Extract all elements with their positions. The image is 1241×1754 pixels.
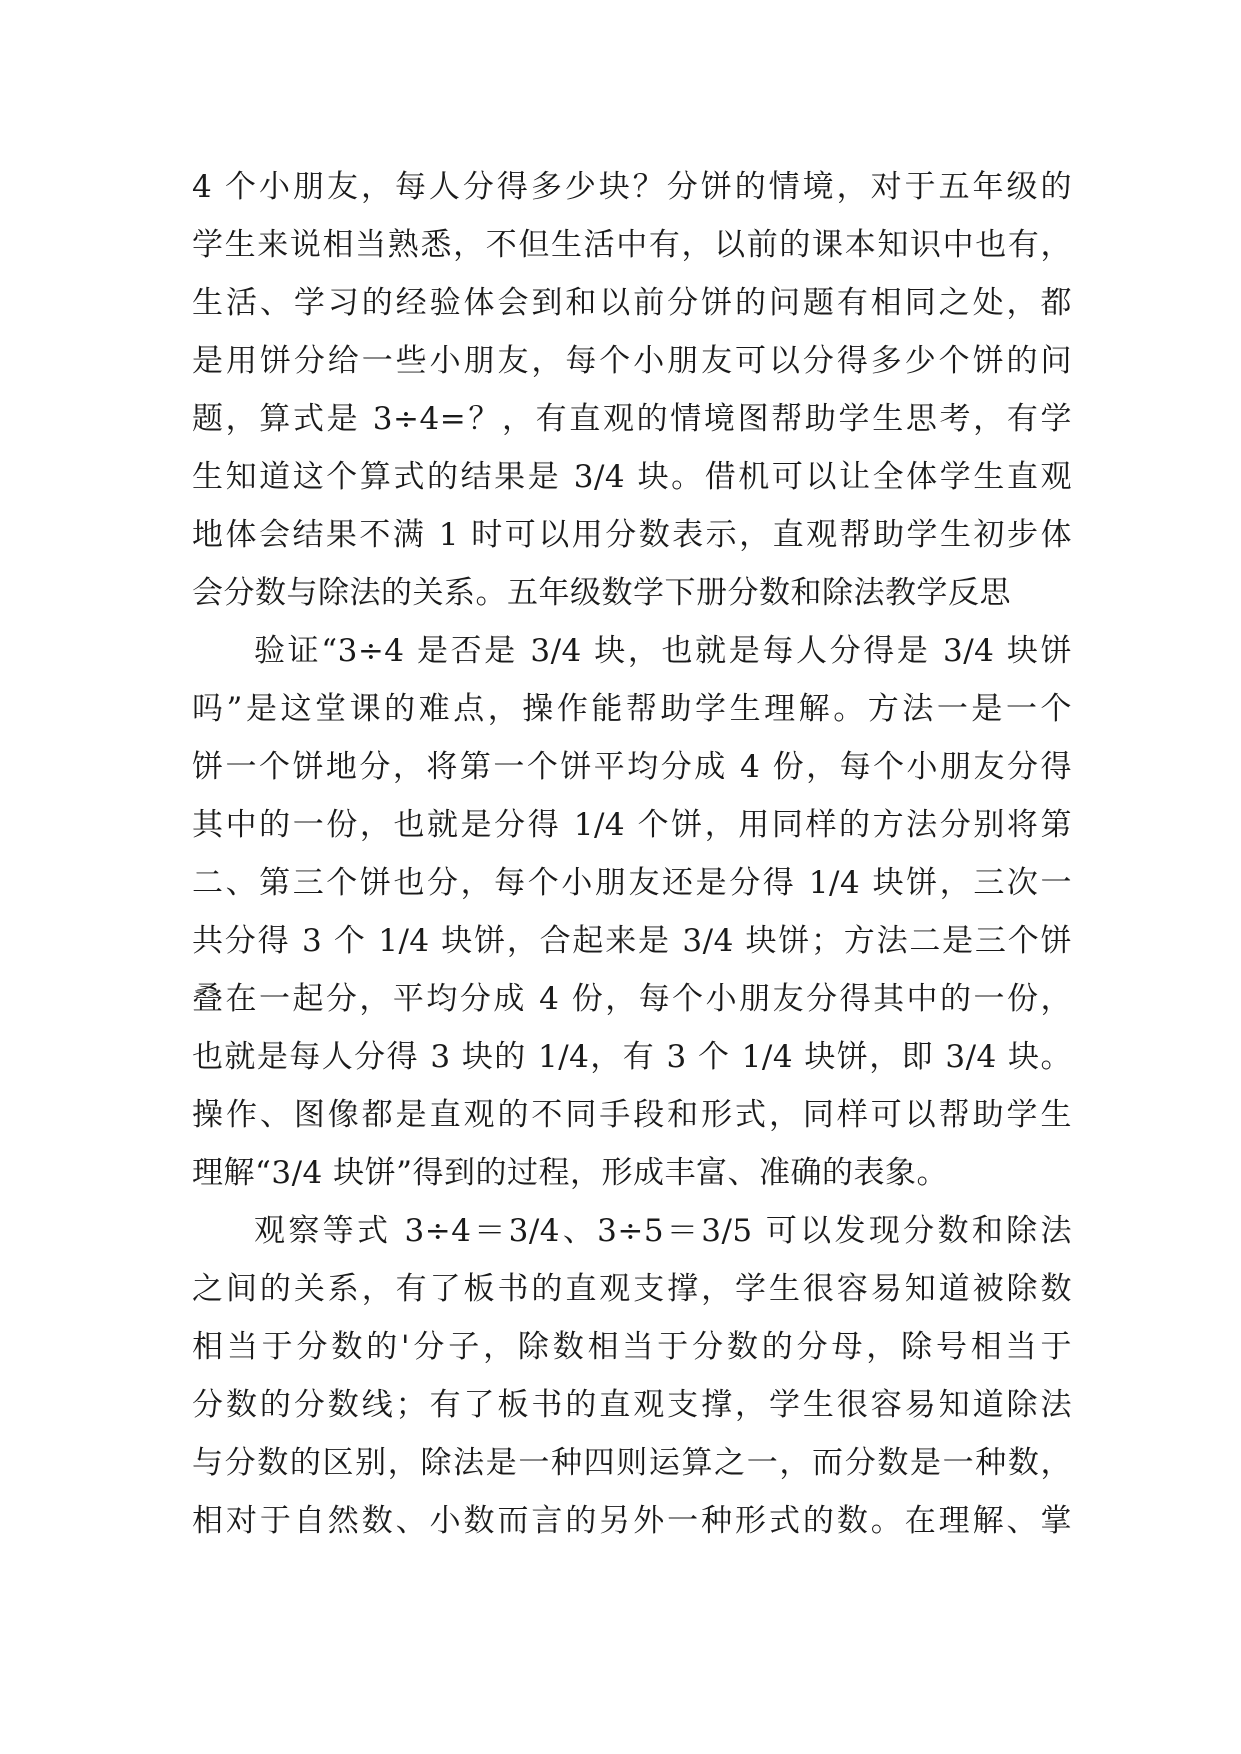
text-line: 学生来说相当熟悉，不但生活中有，以前的课本知识中也有， <box>192 227 1072 263</box>
text-line: 相当于分数的'分子，除数相当于分数的分母，除号相当于 <box>192 1329 1072 1365</box>
text-line: 4 个小朋友，每人分得多少块？分饼的情境，对于五年级的 <box>192 169 1072 205</box>
paragraph-1 <box>192 158 1072 622</box>
text-line: 题，算式是 3÷4=？，有直观的情境图帮助学生思考，有学 <box>192 401 1072 437</box>
text-line: 叠在一起分，平均分成 4 份，每个小朋友分得其中的一份， <box>192 981 1072 1017</box>
text-line: 饼一个饼地分，将第一个饼平均分成 4 份，每个小朋友分得 <box>192 749 1072 785</box>
text-line: 相对于自然数、小数而言的另外一种形式的数。在理解、掌 <box>192 1503 1072 1539</box>
text-line: 之间的关系，有了板书的直观支撑，学生很容易知道被除数 <box>192 1271 1072 1307</box>
text-line: 其中的一份，也就是分得 1/4 个饼，用同样的方法分别将第 <box>192 807 1072 843</box>
text-line: 地体会结果不满 1 时可以用分数表示，直观帮助学生初步体 <box>192 517 1072 553</box>
text-line: 是用饼分给一些小朋友，每个小朋友可以分得多少个饼的问 <box>192 343 1072 379</box>
text-line: 生知道这个算式的结果是 3/4 块。借机可以让全体学生直观 <box>192 459 1072 495</box>
text-line: 理解“3/4 块饼”得到的过程，形成丰富、准确的表象。 <box>192 1155 948 1191</box>
text-line: 分数的分数线；有了板书的直观支撑，学生很容易知道除法 <box>192 1387 1072 1423</box>
text-line: 操作、图像都是直观的不同手段和形式，同样可以帮助学生 <box>192 1097 1072 1133</box>
text-line: 吗”是这堂课的难点，操作能帮助学生理解。方法一是一个 <box>192 691 1072 727</box>
text-line: 观察等式 3÷4＝3/4、3÷5＝3/5 可以发现分数和除法 <box>254 1213 1072 1249</box>
text-line: 二、第三个饼也分，每个小朋友还是分得 1/4 块饼，三次一 <box>192 865 1072 901</box>
text-line: 生活、学习的经验体会到和以前分饼的问题有相同之处，都 <box>192 285 1072 321</box>
text-line: 也就是每人分得 3 块的 1/4，有 3 个 1/4 块饼，即 3/4 块。 <box>192 1039 1072 1075</box>
text-line: 会分数与除法的关系。五年级数学下册分数和除法教学反思 <box>192 575 1011 611</box>
paragraph-3 <box>192 1202 1072 1550</box>
paragraph-2 <box>192 622 1072 1202</box>
body-text <box>192 158 1072 1550</box>
text-line: 与分数的区别，除法是一种四则运算之一，而分数是一种数， <box>192 1445 1072 1481</box>
text-line: 验证“3÷4 是否是 3/4 块，也就是每人分得是 3/4 块饼 <box>254 633 1072 669</box>
text-line: 共分得 3 个 1/4 块饼，合起来是 3/4 块饼；方法二是三个饼 <box>192 923 1072 959</box>
